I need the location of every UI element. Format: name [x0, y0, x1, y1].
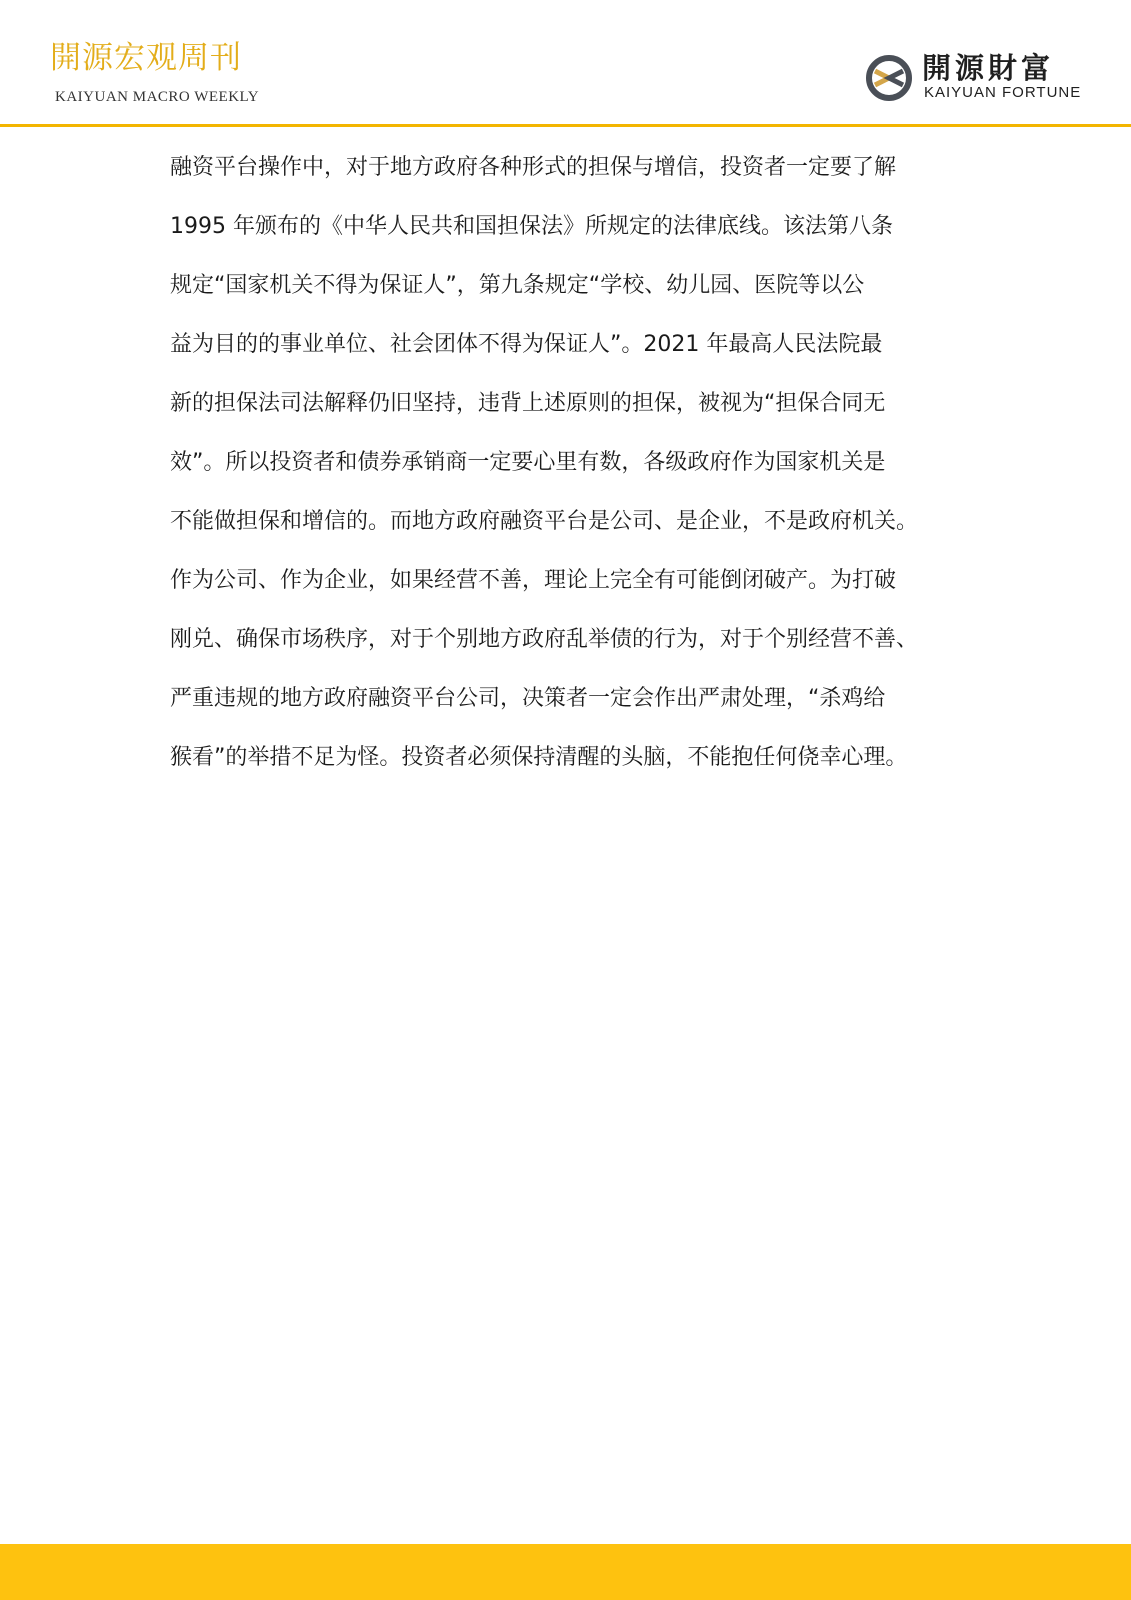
logo-name-chinese: 開源財富 — [922, 51, 1055, 85]
publication-title: 開源宏观周刊 — [50, 40, 242, 76]
paragraph-line: 严重违规的地方政府融资平台公司，决策者一定会作出严肃处理，“杀鸡给 — [170, 686, 886, 711]
paragraph-line: 作为公司、作为企业，如果经营不善，理论上完全有可能倒闭破产。为打破 — [170, 568, 897, 593]
header-divider — [0, 124, 1131, 127]
paragraph-line: 1995 年颁布的《中华人民共和国担保法》所规定的法律底线。该法第八条 — [170, 214, 893, 239]
paragraph-line: 益为目的的事业单位、社会团体不得为保证人”。2021 年最高人民法院最 — [170, 332, 883, 357]
paragraph-line: 融资平台操作中，对于地方政府各种形式的担保与增信，投资者一定要了解 — [170, 155, 897, 180]
kaiyuan-fortune-logo-mark-icon — [864, 53, 914, 103]
paragraph-line: 效”。所以投资者和债券承销商一定要心里有数，各级政府作为国家机关是 — [170, 450, 886, 475]
paragraph-line: 规定“国家机关不得为保证人”，第九条规定“学校、幼儿园、医院等以公 — [170, 273, 865, 298]
footer-bar — [0, 1544, 1131, 1600]
page-header — [0, 0, 1131, 127]
paragraph-line: 新的担保法司法解释仍旧坚持，违背上述原则的担保，被视为“担保合同无 — [170, 391, 886, 416]
publication-subtitle: KAIYUAN MACRO WEEKLY — [55, 89, 260, 105]
paragraph-line: 不能做担保和增信的。而地方政府融资平台是公司、是企业，不是政府机关。 — [170, 509, 919, 534]
paragraph-line: 猴看”的举措不足为怪。投资者必须保持清醒的头脑，不能抱任何侥幸心理。 — [170, 745, 908, 770]
body-paragraph — [170, 138, 970, 787]
company-logo — [864, 49, 1104, 107]
paragraph-line: 刚兑、确保市场秩序，对于个别地方政府乱举债的行为，对于个别经营不善、 — [170, 627, 919, 652]
logo-name-english: KAIYUAN FORTUNE — [924, 84, 1082, 101]
